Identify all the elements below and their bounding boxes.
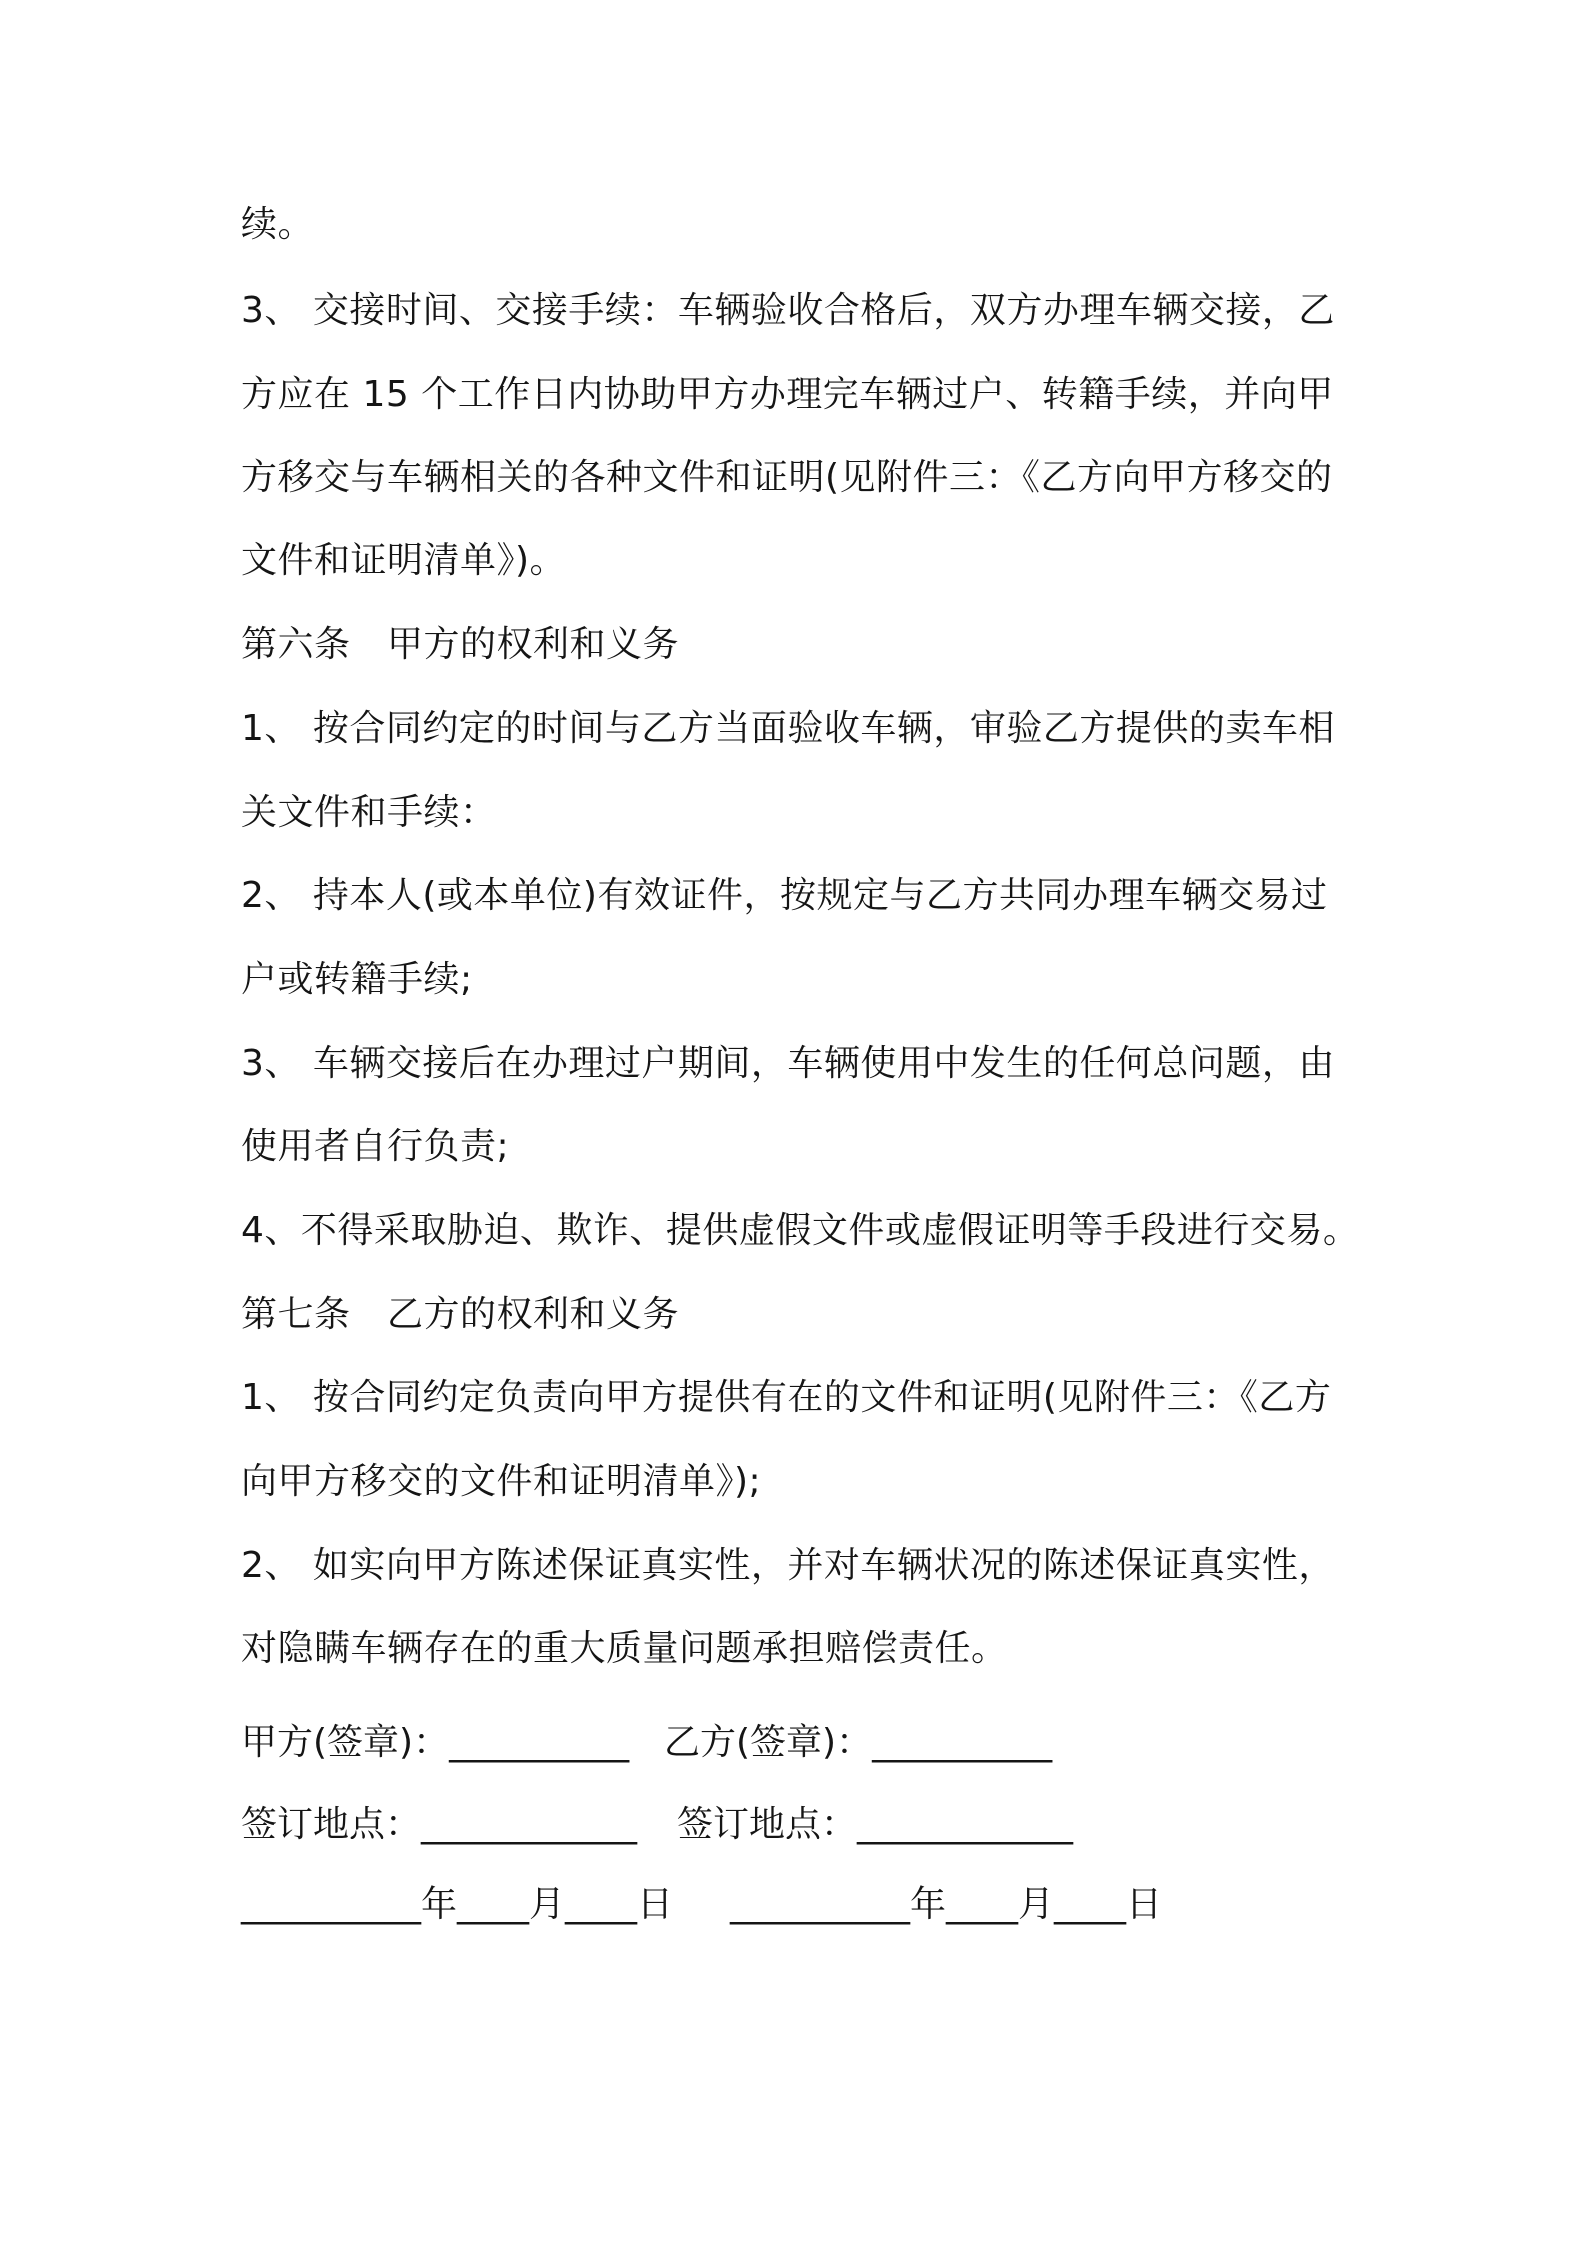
text-line: 使用者自行负责; <box>241 1126 510 1167</box>
text-line: 1、 按合同约定负责向甲方提供有在的文件和证明(见附件三：《乙方 <box>241 1377 1332 1418</box>
text-line: 续。 <box>241 204 315 245</box>
text-line: 3、 交接时间、交接手续：车辆验收合格后，双方办理车辆交接，乙 <box>241 290 1335 331</box>
section-heading: 第七条 乙方的权利和义务 <box>241 1294 680 1335</box>
text-line: 2、 如实向甲方陈述保证真实性，并对车辆状况的陈述保证真实性， <box>241 1545 1335 1586</box>
section-heading: 第六条 甲方的权利和义务 <box>241 624 680 665</box>
text-line: 文件和证明清单》)。 <box>241 540 567 581</box>
text-line: 户或转籍手续; <box>241 959 473 1000</box>
text-line: 向甲方移交的文件和证明清单》); <box>241 1461 762 1502</box>
party-b-signing-place: 签订地点：____________ <box>677 1804 1074 1845</box>
party-b-signature: 乙方(签章)：__________ <box>664 1722 1053 1763</box>
text-line: 2、 持本人(或本单位)有效证件，按规定与乙方共同办理车辆交易过 <box>241 875 1328 916</box>
text-line: 1、 按合同约定的时间与乙方当面验收车辆，审验乙方提供的卖车相 <box>241 708 1335 749</box>
text-line: 关文件和手续： <box>241 792 497 833</box>
party-b-date: __________年____月____日 <box>730 1884 1162 1925</box>
text-line: 对隐瞒车辆存在的重大质量问题承担赔偿责任。 <box>241 1628 1008 1669</box>
party-a-signature: 甲方(签章)：__________ <box>241 1722 630 1763</box>
text-line: 方应在 15 个工作日内协助甲方办理完车辆过户、转籍手续，并向甲 <box>241 374 1334 415</box>
text-line: 4、不得采取胁迫、欺诈、提供虚假文件或虚假证明等手段进行交易。 <box>241 1210 1360 1251</box>
text-line: 方移交与车辆相关的各种文件和证明(见附件三：《乙方向甲方移交的 <box>241 457 1333 498</box>
party-a-date: __________年____月____日 <box>241 1884 673 1925</box>
party-a-signing-place: 签订地点：____________ <box>241 1804 638 1845</box>
text-line: 3、 车辆交接后在办理过户期间，车辆使用中发生的任何总问题，由 <box>241 1043 1335 1084</box>
